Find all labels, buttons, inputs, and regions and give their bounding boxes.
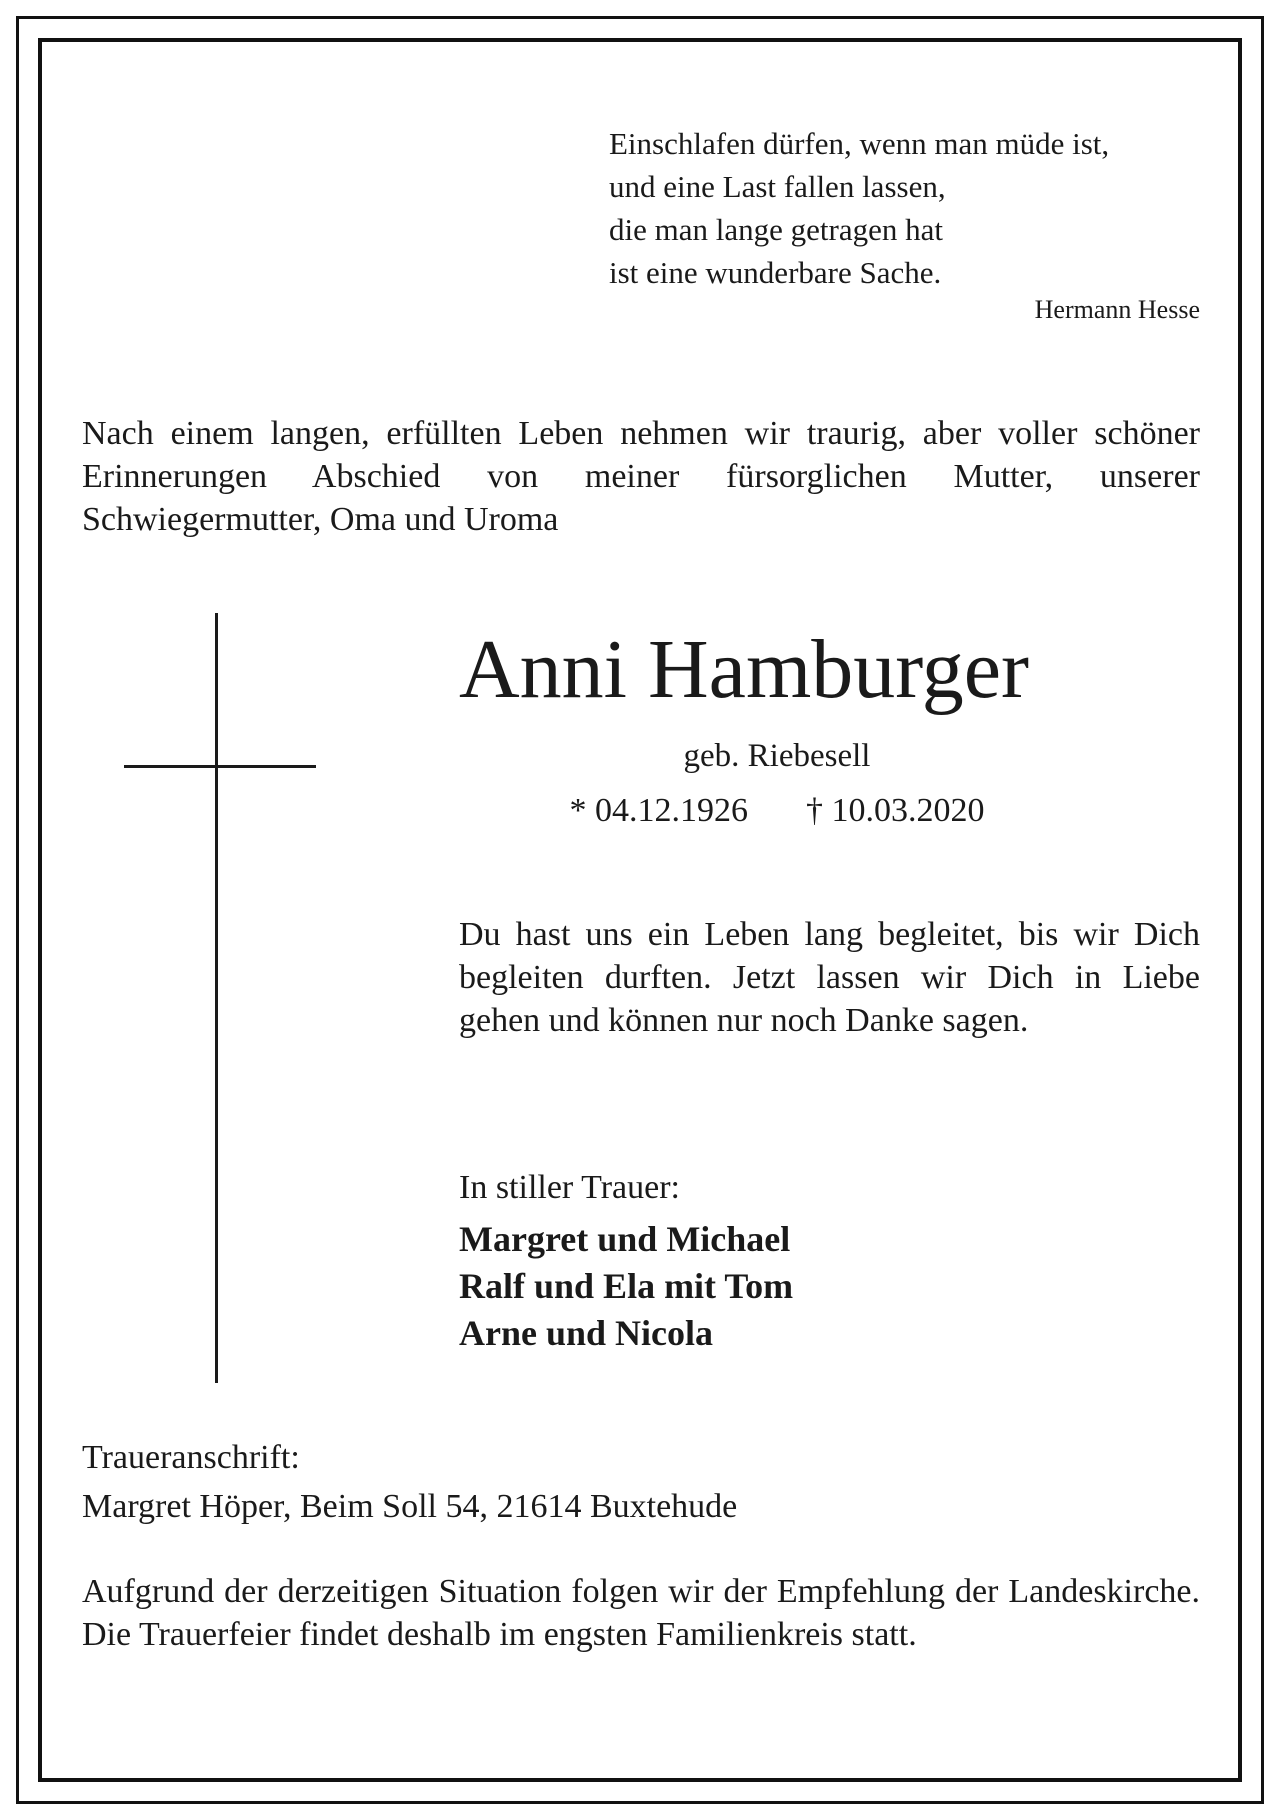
mourner-name: Ralf und Ela mit Tom xyxy=(459,1266,794,1306)
quote-author: Hermann Hesse xyxy=(1034,295,1200,324)
maiden-name: geb. Riebesell xyxy=(683,738,871,774)
mourner-name: Margret und Michael xyxy=(459,1219,791,1259)
deceased-name: Anni Hamburger xyxy=(459,623,1029,716)
cross-icon xyxy=(215,613,218,1383)
mourners-list xyxy=(459,1216,1159,1357)
life-dates xyxy=(459,790,1095,832)
quote-line: Einschlafen dürfen, wenn man müde ist, xyxy=(609,126,1110,161)
cross-icon-bar xyxy=(124,765,316,768)
address-label: Traueranschrift: xyxy=(82,1439,300,1476)
funeral-notice: Aufgrund der derzeitigen Situation folgen wir der Empfehlung der Landeskirche. Die Trauerfeier findet deshalb im engsten Familienkreis statt. xyxy=(82,1573,1200,1653)
mourning-address: Margret Höper, Beim Soll 54, 21614 Buxtehude xyxy=(82,1488,738,1525)
farewell-message: Du hast uns ein Leben lang begleitet, bis wir Dich begleiten durften. Jetzt lassen wir Dich in Liebe gehen und können nur noch Danke sagen. xyxy=(459,916,1200,1039)
quote-line: ist eine wunderbare Sache. xyxy=(609,255,942,290)
mourners-label: In stiller Trauer: xyxy=(459,1169,680,1206)
death-date: † 10.03.2020 xyxy=(806,792,985,829)
birth-date: * 04.12.1926 xyxy=(569,792,748,829)
hesse-quote xyxy=(609,122,1200,294)
quote-line: die man lange getragen hat xyxy=(609,212,943,247)
intro-paragraph: Nach einem langen, erfüllten Leben nehmen wir traurig, aber voller schöner Erinnerungen Abschied von meiner fürsorglichen Mutter, unserer Schwiegermutter, Oma und Uroma xyxy=(82,415,1200,538)
mourner-name: Arne und Nicola xyxy=(459,1313,714,1353)
quote-line: und eine Last fallen lassen, xyxy=(609,169,946,204)
